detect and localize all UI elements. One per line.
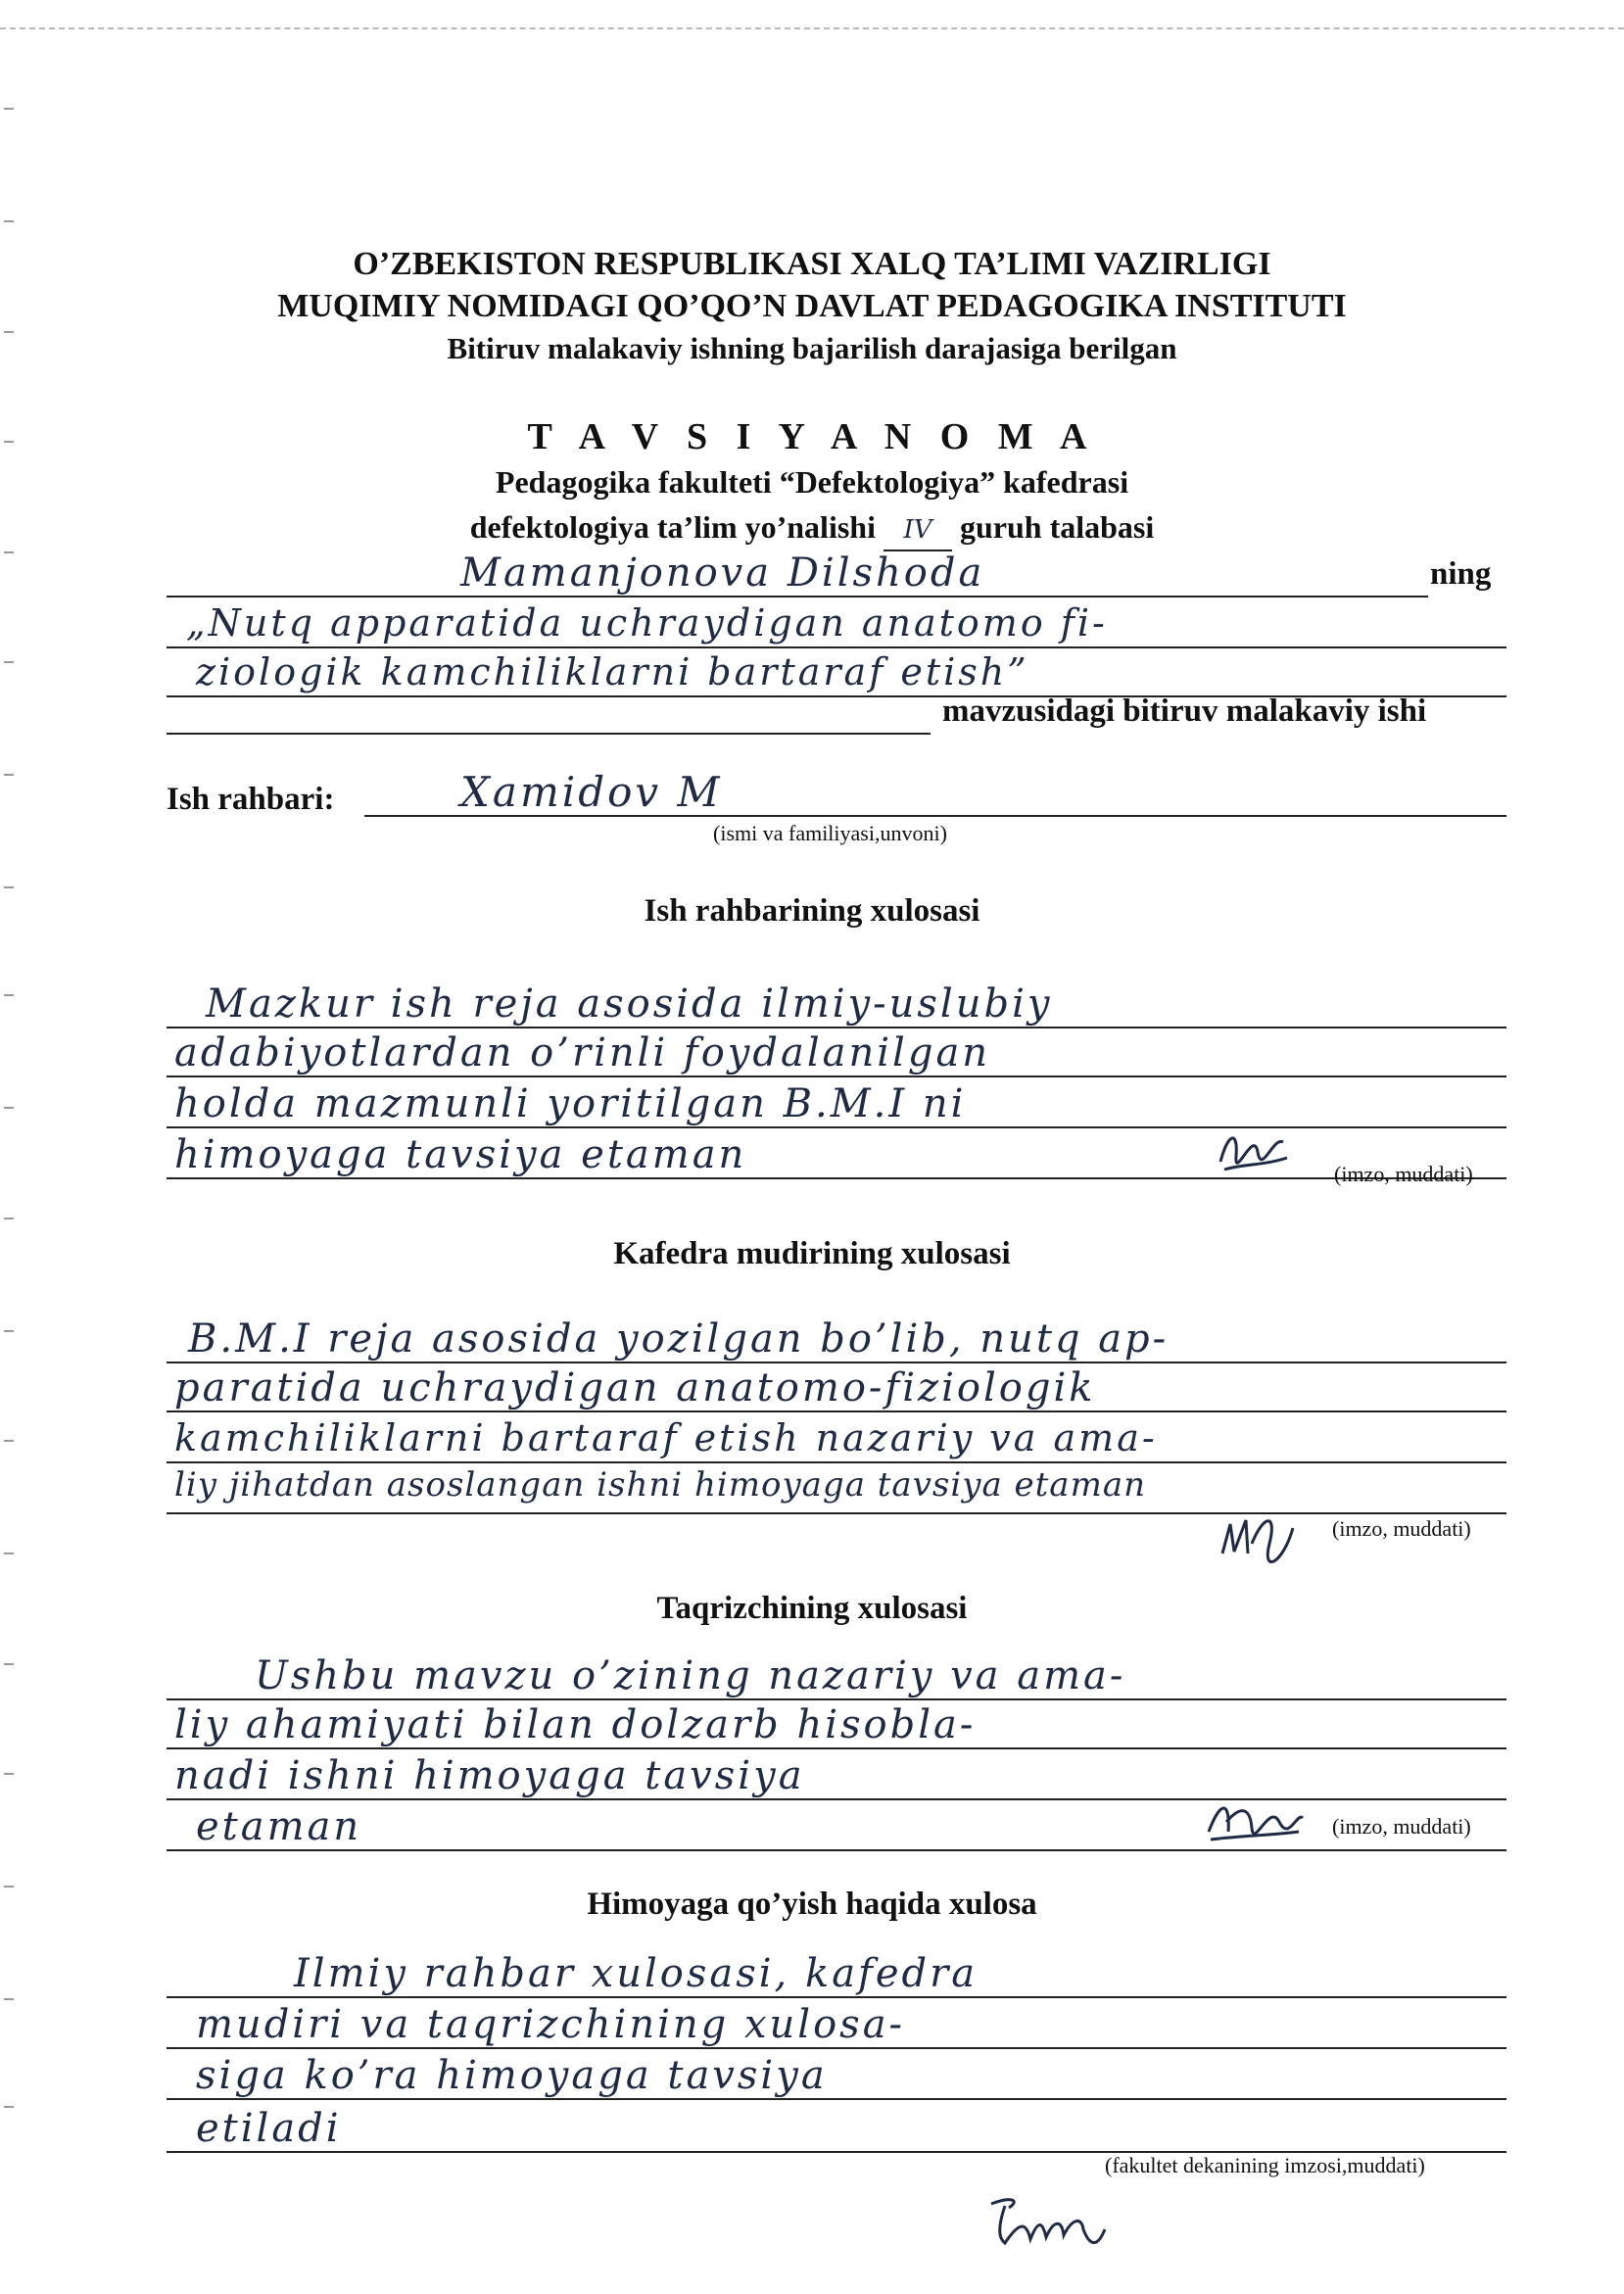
head-conclusion-heading: Kafedra mudirining xulosasi [613, 1236, 1011, 1271]
dean-signature-caption: (fakultet dekanining imzosi,muddati) [1105, 2153, 1425, 2177]
reviewer-conclusion-rule-2 [167, 1747, 1506, 1749]
reviewer-conclusion-line-1: Ushbu mavzu o’zining nazariy va ama- [255, 1653, 1126, 1698]
reviewer-conclusion-line-4: etaman [196, 1804, 362, 1849]
institute-name: MUQIMIY NOMIDAGI QO’QO’N DAVLAT PEDAGOGIKA INSTITUTI [277, 288, 1347, 324]
direction-suffix: guruh talabasi [959, 509, 1155, 545]
supervisor-signature-caption: (imzo, muddati) [1334, 1162, 1473, 1186]
faculty-line: Pedagogika fakulteti “Defektologiya” kafedrasi [495, 464, 1129, 500]
defense-conclusion-line-2: mudiri va taqrizchining xulosa- [196, 2002, 906, 2047]
ministry-name: O’ZBEKISTON RESPUBLIKASI XALQ TA’LIMI VAZIRLIGI [353, 246, 1271, 282]
topic-line-3 [167, 733, 931, 735]
topic-suffix: mavzusidagi bitiruv malakaviy ishi [942, 693, 1427, 729]
head-conclusion-line-1: B.M.I reja asosida yozilgan bo’lib, nutq ap- [188, 1316, 1170, 1362]
supervisor-conclusion-rule-2 [167, 1075, 1506, 1077]
reviewer-conclusion-line-2: liy ahamiyati bilan dolzarb hisobla- [174, 1702, 977, 1747]
student-suffix: ning [1430, 556, 1492, 592]
head-signature [1213, 1505, 1301, 1569]
defense-conclusion-line-4: etiladi [196, 2106, 342, 2151]
topic-text-line-2: ziologik kamchiliklarni bartaraf etish” [196, 650, 1029, 693]
scan-edge [0, 27, 1624, 29]
student-name: Mamanjonova Dilshoda [460, 550, 985, 596]
head-conclusion-line-2: paratida uchraydigan anatomo-fiziologik [174, 1365, 1096, 1410]
defense-conclusion-heading: Himoyaga qo’yish haqida xulosa [587, 1887, 1037, 1922]
head-conclusion-line-4: liy jihatdan asoslangan ishni himoyaga tavsiya etaman [174, 1465, 1146, 1505]
dean-signature [981, 2190, 1119, 2259]
head-conclusion-rule-1 [167, 1362, 1506, 1363]
supervisor-conclusion-heading: Ish rahbarining xulosasi [644, 893, 980, 929]
head-conclusion-line-3: kamchiliklarni bartaraf etish nazariy va ama- [174, 1416, 1158, 1459]
reviewer-conclusion-heading: Taqrizchining xulosasi [656, 1591, 968, 1626]
direction-line [0, 507, 1624, 551]
supervisor-conclusion-line-4: himoyaga tavsiya etaman [174, 1132, 747, 1177]
reviewer-signature-caption: (imzo, muddati) [1332, 1814, 1471, 1839]
document-title: T A V S I Y A N O M A [527, 416, 1097, 457]
defense-conclusion-rule-2 [167, 2047, 1506, 2049]
defense-conclusion-line-3: siga ko’ra himoyaga tavsiya [196, 2053, 828, 2098]
head-conclusion-rule-2 [167, 1410, 1506, 1412]
supervisor-conclusion-line-1: Mazkur ish reja asosida ilmiy-uslubiy [206, 981, 1053, 1027]
defense-conclusion-rule-1 [167, 1996, 1506, 1998]
supervisor-conclusion-rule-1 [167, 1027, 1506, 1028]
defense-conclusion-line-1: Ilmiy rahbar xulosasi, kafedra [294, 1951, 979, 1996]
defense-conclusion-rule-3 [167, 2098, 1506, 2100]
reviewer-signature [1201, 1792, 1309, 1847]
reviewer-conclusion-rule-1 [167, 1698, 1506, 1700]
supervisor-name: Xamidov M [460, 768, 723, 816]
student-name-line [167, 596, 1428, 597]
supervisor-conclusion-rule-4 [167, 1177, 1506, 1179]
supervisor-caption: (ismi va familiyasi,unvoni) [713, 821, 947, 845]
topic-line-1 [167, 646, 1506, 648]
group-number: IV [884, 510, 952, 551]
supervisor-conclusion-line-2: adabiyotlardan o’rinli foydalanilgan [174, 1030, 991, 1075]
reviewer-conclusion-line-3: nadi ishni himoyaga tavsiya [174, 1753, 805, 1798]
supervisor-conclusion-line-3: holda mazmunli yoritilgan B.M.I ni [174, 1081, 967, 1126]
supervisor-label: Ish rahbari: [167, 782, 335, 817]
supervisor-signature [1215, 1123, 1293, 1177]
direction-prefix: defektologiya ta’lim yo’nalishi [469, 509, 876, 545]
reviewer-conclusion-rule-4 [167, 1849, 1506, 1851]
head-signature-caption: (imzo, muddati) [1332, 1516, 1471, 1541]
document-subtitle: Bitiruv malakaviy ishning bajarilish darajasiga berilgan [447, 331, 1177, 365]
head-conclusion-rule-4 [167, 1512, 1506, 1514]
supervisor-conclusion-rule-3 [167, 1126, 1506, 1128]
topic-text-line-1: „Nutq apparatida uchraydigan anatomo fi- [186, 601, 1108, 645]
head-conclusion-rule-3 [167, 1461, 1506, 1463]
